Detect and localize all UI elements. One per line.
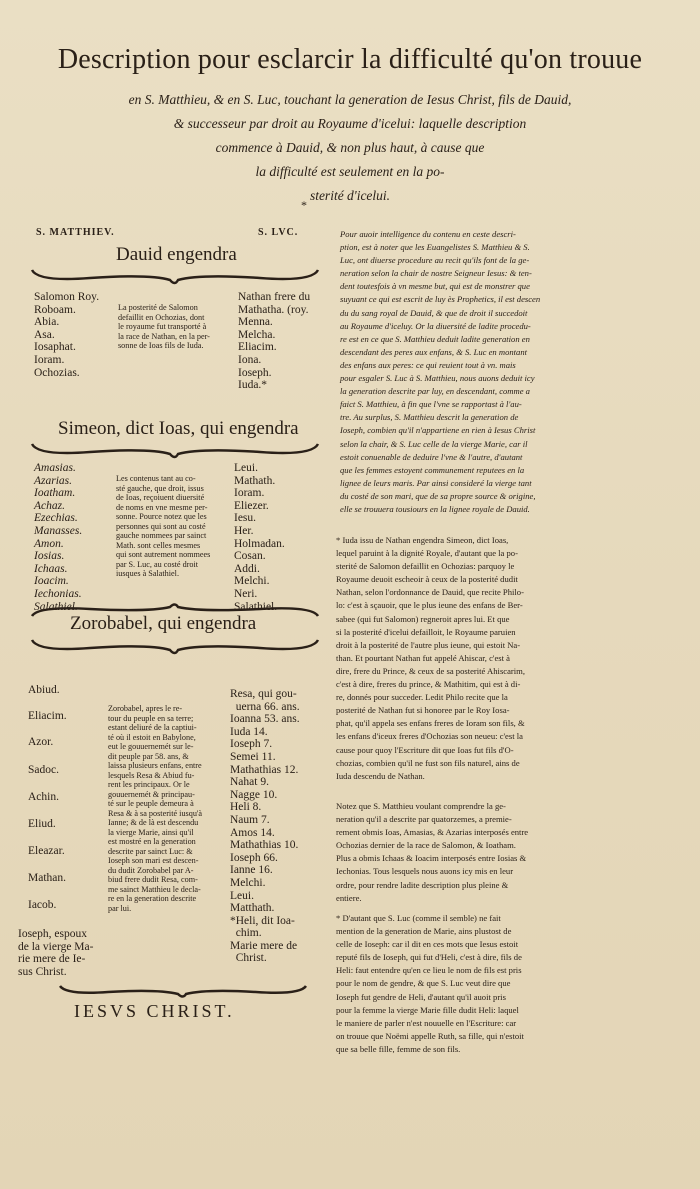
luc-names-3: Resa, qui gou- uerna 66. ans. Ioanna 53. ans. Iuda 14. Ioseph 7. Semei 11. Mathathias 12. Nahat 9. Nagge 10. Heli 8. Naum 7. Amos 14. Mathathias 10. Ioseph 66. Ianne 16. Melchi. Leui. Matthath. *Heli, dit Ioa- chim. Marie mere de Christ. bbox=[230, 688, 300, 965]
note-ioas: Les contenus tant au co- sté gauche, que droit, issus de Ioas, reçoiuent diuersité de noms en vne mesme per- sonne. Pource notez que les personnes qui sont au costé gauche nommees par sainct Math. sont celles mesmes qui sont autrement nommees par S. Luc, au costé droit iusques à Salathiel. bbox=[116, 474, 211, 578]
note-zorobabel: Zorobabel, apres le re- tour du peuple en sa terre; estant deliuré de la captiui- té où il estoit en Babylone, eut le gouuernemét sur le- dit peuple par 58. ans, & laissa plusieurs enfans, entre lesquels Resa & Abiud fu- rent les principaux. Or le gouuernemét & principau- té sur le peuple demeura à Resa & à sa posterité iusqu'à Ianne; & de là est descendu la vierge Marie, ainsi qu'il est mostré en la generation descrite par sainct Luc: & Ioseph son mari est descen- du dudit Zorobabel par A- biud frere dudit Resa, com- me sainct Matthieu le decla- re en la generation descrite par lui. bbox=[108, 704, 203, 913]
matthieu-names-1: Salomon Roy. Roboam. Abia. Asa. Iosaphat. Ioram. Ochozias. bbox=[34, 291, 100, 379]
subtitle-line-2: & successeur par droit au Royaume d'icelui: laquelle description bbox=[173, 116, 527, 131]
note-iuda-paragraph: * Iuda issu de Nathan engendra Simeon, dict Ioas, lequel paruint à la dignité Royale, d'autant que la po- sterité de Salomon defaillit en Ochozias: parquoy le Royaume deuoit escheoir à ceux de la posterité dudit Nathan, selon l'ordonnance de Dauid, que recite Philo- lo: c'est à sçauoir, que le plus ieune des enfans de Ber- sabee (qui fut Salomon) regneroit apres lui. Et que si la posterité d'icelui defailloit, le Royaume paruien droit à la posterité de l'autre plus ieune, qui estoit Na- than. Et pourtant Nathan fut appelé Ahiscar, c'est à dire, frere du Prince, & ceux de sa posterité Ahiscarim, c'est à dire, freres du prince, & Mathitim, qui est à di- re, donnés pour succeder. Ledit Philo recite que la posterité de Nathan fut si honoree par le Roy Iosa- phat, qu'il appela ses enfans freres de Ioram son fils, & les enfans d'iceux freres d'Ochozias son neueu: c'est la cause pour quoy l'Escriture dit que Ioas fut fils d'O- chozias, combien qu'il ne fust son fils naturel, ains de Iuda descendu de Nathan. bbox=[336, 535, 525, 781]
subtitle-line-4: la difficulté est seulement en la po- bbox=[255, 164, 445, 179]
subtitle-line-1: en S. Matthieu, & en S. Luc, touchant la generation de Iesus Christ, fils de Dauid, bbox=[128, 92, 572, 107]
matthieu-name: Mathan. bbox=[28, 872, 67, 884]
matthieu-name: Eliud. bbox=[28, 818, 56, 830]
note-heli-paragraph: * D'autant que S. Luc (comme il semble) ne fait mention de la generation de Marie, ains plustost de celle de Ioseph: car il dit en ces mots que Iesus estoit reputé fils de Ioseph, qui fut d'Heli, c'est à dire, fils de Heli: faut entendre qu'en ce lieu le nom de fils est pris pour le nom de gendre, & que S. Luc veut dire que Ioseph fut gendre de Heli, d'autant qu'il auoit pris pour la femme la vierge Marie fille dudit Heli: laquel le maniere de parler n'est nouuelle en l'Escriture: car on trouue que Noëmi appelle Ruth, sa fille, qui n'estoit que sa belle fille, femme de son fils. bbox=[336, 913, 524, 1054]
matthieu-name: Eleazar. bbox=[28, 845, 65, 857]
brace-decoration bbox=[30, 636, 320, 658]
iesus-christ-label: IESVS CHRIST. bbox=[74, 1001, 235, 1021]
page-title: Description pour esclarcir la difficulté qu'on trouue bbox=[57, 44, 643, 75]
intro-paragraph: Pour auoir intelligence du contenu en ceste descri- ption, est à noter que les Euangelistes S. Matthieu & S. Luc, ont diuerse procedure au recit qu'ils font de la ge- neration selon la chair de nostre Seigneur Iesus: & ten- dent toutesfois à vn mesme but, qui est de monstrer que suyuant ce qui est escrit de luy ès Prophetics, il est descen du du sang royal de Dauid, & que de droit il succedoit au Royaume d'iceluy. Or la diuersité de ladite procedu- re est en ce que S. Matthieu deduit ladite generation en descendant des peres aux enfans, & S. Luc en montant des enfans aux peres: ce qui reuient tout à vn. mais pour esgaler S. Luc à S. Matthieu, nous auons deduit icy la generation descrite par luy, en descendant, comme a faict S. Matthieu, à fin que l'vne se rapportast à l'au- tre. Au surplus, S. Matthieu descrit la generation de Ioseph, combien qu'il n'appartiene en rien à Iesus Christ selon la chair, & S. Luc celle de la vierge Marie, car il estoit conuenable de deduire l'vne & l'autre, d'autant que les femmes estoyent communement reputees en la lignee de leurs maris. Par ainsi consideré la vierge tant du costé de son mari, que de sa propre source & origine, elle se trouuera tousiours en la lignee royale de Dauid. bbox=[340, 229, 541, 514]
subtitle-line-3: commence à Dauid, & non plus haut, à cause que bbox=[215, 140, 485, 155]
joseph-espoux: Ioseph, espoux de la vierge Ma- rie mere de Ie- sus Christ. bbox=[18, 928, 94, 978]
matthieu-name: Sadoc. bbox=[28, 764, 59, 776]
heading-simeon-ioas: Simeon, dict Ioas, qui engendra bbox=[58, 418, 299, 439]
column-head-matthieu: S. MATTHIEV. bbox=[36, 227, 115, 238]
note-salomon: La posterité de Salomon defaillit en Ochozias, dont le royaume fut transporté à la race de Nathan, en la per- sonne de Ioas fils de Iuda. bbox=[118, 303, 210, 350]
matthieu-name: Achin. bbox=[28, 791, 59, 803]
matthieu-name: Iacob. bbox=[28, 899, 57, 911]
luc-names-1: Nathan frere du Mathatha. (roy. Menna. Melcha. Eliacim. Iona. Ioseph. Iuda.* bbox=[238, 291, 311, 392]
asterisk-ornament: * bbox=[301, 198, 307, 212]
heading-zorobabel: Zorobabel, qui engendra bbox=[70, 613, 257, 634]
matthieu-name: Azor. bbox=[28, 736, 54, 748]
subtitle-line-5: sterité d'icelui. bbox=[309, 188, 391, 203]
matthieu-name: Eliacim. bbox=[28, 710, 67, 722]
column-head-luc: S. LVC. bbox=[258, 227, 299, 238]
matthieu-name: Abiud. bbox=[28, 684, 60, 696]
brace-decoration bbox=[58, 982, 308, 1000]
brace-decoration bbox=[30, 440, 320, 462]
heading-dauid-engendra: Dauid engendra bbox=[116, 244, 237, 265]
note-quatorzemes-paragraph: Notez que S. Matthieu voulant comprendre la ge- neration qu'il a descrite par quatorzemes, a premie- rement obmis Ioas, Amasias, & Azarias interposés entre Ochozias dernier de la race de Salomon, & Ioatham. Plus a obmis Ichaas & Ioacim interposés entre Iosias & Iechonias. Tous lesquels nous auons icy mis en leur ordre, pour rendre ladite description plus pleine & entiere. bbox=[336, 801, 529, 903]
luc-names-2: Leui. Mathath. Ioram. Eliezer. Iesu. Her. Holmadan. Cosan. Addi. Melchi. Neri. Salathiel. bbox=[234, 462, 285, 613]
brace-decoration bbox=[30, 266, 320, 288]
matthieu-names-2: Amasias. Azarias. Ioatham. Achaz. Ezechias. Manasses. Amon. Iosias. Ichaas. Ioacim. Iechonias. Salathiel. bbox=[34, 462, 83, 613]
